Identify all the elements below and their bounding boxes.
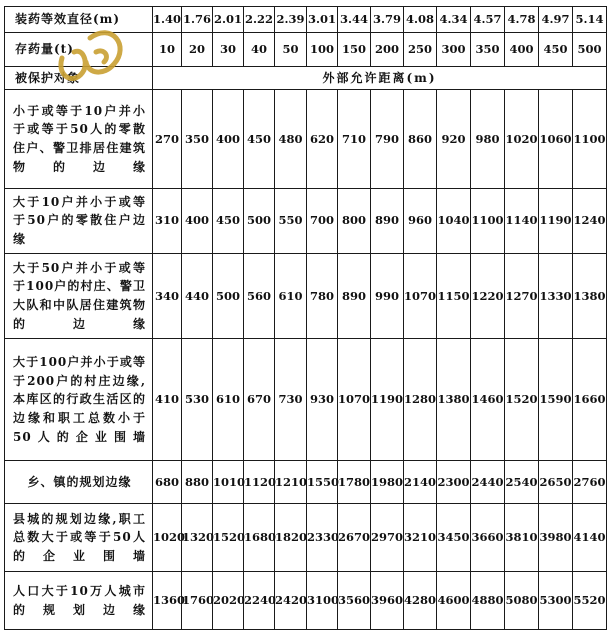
storage-row <box>5 32 607 66</box>
distance-cell: 920 <box>437 90 471 188</box>
storage-amount-cell: 250 <box>404 32 437 66</box>
storage-amount-cell: 20 <box>182 32 213 66</box>
distance-cell: 1270 <box>505 253 539 339</box>
storage-amount-cell: 350 <box>471 32 505 66</box>
storage-amount-cell: 40 <box>244 32 275 66</box>
distance-cell: 5300 <box>539 572 573 630</box>
distance-cell: 610 <box>213 339 244 461</box>
distance-cell: 400 <box>213 90 244 188</box>
distance-cell: 410 <box>153 339 182 461</box>
allowed-distance-header: 外部允许距离(m) <box>153 66 607 90</box>
diameter-cell: 2.39 <box>275 7 307 33</box>
diameter-row <box>5 7 607 33</box>
distance-cell: 1070 <box>404 253 437 339</box>
diameter-cell: 3.79 <box>371 7 404 33</box>
distance-cell: 3810 <box>505 503 539 571</box>
distance-cell: 5520 <box>573 572 607 630</box>
diameter-cell: 4.97 <box>539 7 573 33</box>
diameter-cell: 4.34 <box>437 7 471 33</box>
storage-amount-cell: 200 <box>371 32 404 66</box>
distance-cell: 480 <box>275 90 307 188</box>
distance-cell: 400 <box>182 188 213 253</box>
diameter-cell: 1.40 <box>153 7 182 33</box>
storage-amount-cell: 100 <box>307 32 338 66</box>
row-label: 小于或等于10户并小于或等于50人的零散住户、警卫排居住建筑物的边缘 <box>5 90 153 188</box>
distance-cell: 990 <box>371 253 404 339</box>
distance-cell: 1520 <box>505 339 539 461</box>
distance-cell: 860 <box>404 90 437 188</box>
distance-cell: 1520 <box>213 503 244 571</box>
distance-cell: 1280 <box>404 339 437 461</box>
distance-cell: 1550 <box>307 461 338 504</box>
distance-cell: 270 <box>153 90 182 188</box>
distance-cell: 1590 <box>539 339 573 461</box>
distance-cell: 1820 <box>275 503 307 571</box>
distance-cell: 2300 <box>437 461 471 504</box>
row-label: 大于10户并小于或等于50户的零散住户边缘 <box>5 188 153 253</box>
distance-cell: 3960 <box>371 572 404 630</box>
distance-cell: 340 <box>153 253 182 339</box>
storage-amount-cell: 30 <box>213 32 244 66</box>
storage-amount-label: 存药量(t) <box>5 32 153 66</box>
distance-cell: 890 <box>338 253 371 339</box>
distance-cell: 1150 <box>437 253 471 339</box>
storage-amount-cell: 10 <box>153 32 182 66</box>
row-label: 大于100户并小于或等于200户的村庄边缘,本库区的行政生活区的边缘和职工总数小于50人的企业围墙 <box>5 339 153 461</box>
diameter-cell: 4.57 <box>471 7 505 33</box>
table-row <box>5 188 607 253</box>
distance-cell: 1040 <box>437 188 471 253</box>
distance-cell: 1190 <box>371 339 404 461</box>
distance-cell: 2330 <box>307 503 338 571</box>
distance-cell: 930 <box>307 339 338 461</box>
storage-amount-cell: 500 <box>573 32 607 66</box>
distance-cell: 4280 <box>404 572 437 630</box>
distance-cell: 2540 <box>505 461 539 504</box>
distance-cell: 350 <box>182 90 213 188</box>
distance-cell: 310 <box>153 188 182 253</box>
diameter-cell: 2.22 <box>244 7 275 33</box>
distance-cell: 1780 <box>338 461 371 504</box>
distance-cell: 550 <box>275 188 307 253</box>
diameter-cell: 2.01 <box>213 7 244 33</box>
row-label: 乡、镇的规划边缘 <box>5 461 153 504</box>
distance-cell: 1240 <box>573 188 607 253</box>
distance-cell: 530 <box>182 339 213 461</box>
table-row <box>5 253 607 339</box>
table-row <box>5 572 607 630</box>
distance-cell: 980 <box>471 90 505 188</box>
row-label: 县城的规划边缘,职工总数大于或等于50人的企业围墙 <box>5 503 153 571</box>
distance-cell: 5080 <box>505 572 539 630</box>
distance-cell: 2240 <box>244 572 275 630</box>
diameter-cell: 1.76 <box>182 7 213 33</box>
distance-cell: 4880 <box>471 572 505 630</box>
object-header-row <box>5 66 607 90</box>
distance-cell: 3450 <box>437 503 471 571</box>
distance-cell: 2650 <box>539 461 573 504</box>
distance-cell: 3980 <box>539 503 573 571</box>
distance-cell: 3210 <box>404 503 437 571</box>
distance-cell: 1380 <box>573 253 607 339</box>
distance-cell: 4600 <box>437 572 471 630</box>
distance-cell: 500 <box>244 188 275 253</box>
distance-cell: 1100 <box>573 90 607 188</box>
distance-cell: 780 <box>307 253 338 339</box>
protected-object-label: 被保护对象 <box>5 66 153 90</box>
distance-cell: 710 <box>338 90 371 188</box>
distance-cell: 680 <box>153 461 182 504</box>
row-label: 人口大于10万人城市的规划边缘 <box>5 572 153 630</box>
distance-cell: 2760 <box>573 461 607 504</box>
distance-cell: 1140 <box>505 188 539 253</box>
distance-cell: 2140 <box>404 461 437 504</box>
diameter-cell: 3.44 <box>338 7 371 33</box>
table-row <box>5 461 607 504</box>
distance-cell: 960 <box>404 188 437 253</box>
distance-cell: 2970 <box>371 503 404 571</box>
distance-cell: 2420 <box>275 572 307 630</box>
distance-cell: 1100 <box>471 188 505 253</box>
distance-cell: 3660 <box>471 503 505 571</box>
distance-cell: 1190 <box>539 188 573 253</box>
distance-cell: 450 <box>213 188 244 253</box>
distance-table <box>4 6 607 630</box>
distance-cell: 2670 <box>338 503 371 571</box>
distance-cell: 440 <box>182 253 213 339</box>
table-row <box>5 503 607 571</box>
distance-cell: 1320 <box>182 503 213 571</box>
distance-cell: 880 <box>182 461 213 504</box>
table-row <box>5 339 607 461</box>
distance-cell: 1460 <box>471 339 505 461</box>
distance-cell: 800 <box>338 188 371 253</box>
distance-cell: 450 <box>244 90 275 188</box>
distance-cell: 1680 <box>244 503 275 571</box>
distance-cell: 1380 <box>437 339 471 461</box>
distance-cell: 1020 <box>505 90 539 188</box>
distance-cell: 1020 <box>153 503 182 571</box>
storage-amount-cell: 300 <box>437 32 471 66</box>
distance-cell: 620 <box>307 90 338 188</box>
distance-cell: 670 <box>244 339 275 461</box>
distance-cell: 790 <box>371 90 404 188</box>
distance-cell: 1070 <box>338 339 371 461</box>
distance-cell: 500 <box>213 253 244 339</box>
distance-cell: 1060 <box>539 90 573 188</box>
distance-cell: 1210 <box>275 461 307 504</box>
diameter-cell: 4.78 <box>505 7 539 33</box>
distance-cell: 1660 <box>573 339 607 461</box>
distance-cell: 2020 <box>213 572 244 630</box>
distance-cell: 1330 <box>539 253 573 339</box>
storage-amount-cell: 450 <box>539 32 573 66</box>
distance-cell: 560 <box>244 253 275 339</box>
distance-cell: 610 <box>275 253 307 339</box>
distance-cell: 700 <box>307 188 338 253</box>
distance-cell: 3100 <box>307 572 338 630</box>
storage-amount-cell: 50 <box>275 32 307 66</box>
distance-cell: 4140 <box>573 503 607 571</box>
distance-cell: 1360 <box>153 572 182 630</box>
table-row <box>5 90 607 188</box>
distance-cell: 1760 <box>182 572 213 630</box>
distance-cell: 3560 <box>338 572 371 630</box>
distance-cell: 1120 <box>244 461 275 504</box>
charge-diameter-label: 装药等效直径(m) <box>5 7 153 33</box>
distance-cell: 890 <box>371 188 404 253</box>
distance-cell: 2440 <box>471 461 505 504</box>
row-label: 大于50户并小于或等于100户的村庄、警卫大队和中队居住建筑物的边缘 <box>5 253 153 339</box>
distance-cell: 1980 <box>371 461 404 504</box>
diameter-cell: 3.01 <box>307 7 338 33</box>
diameter-cell: 4.08 <box>404 7 437 33</box>
distance-cell: 1220 <box>471 253 505 339</box>
distance-cell: 730 <box>275 339 307 461</box>
diameter-cell: 5.14 <box>573 7 607 33</box>
distance-cell: 1010 <box>213 461 244 504</box>
storage-amount-cell: 150 <box>338 32 371 66</box>
storage-amount-cell: 400 <box>505 32 539 66</box>
